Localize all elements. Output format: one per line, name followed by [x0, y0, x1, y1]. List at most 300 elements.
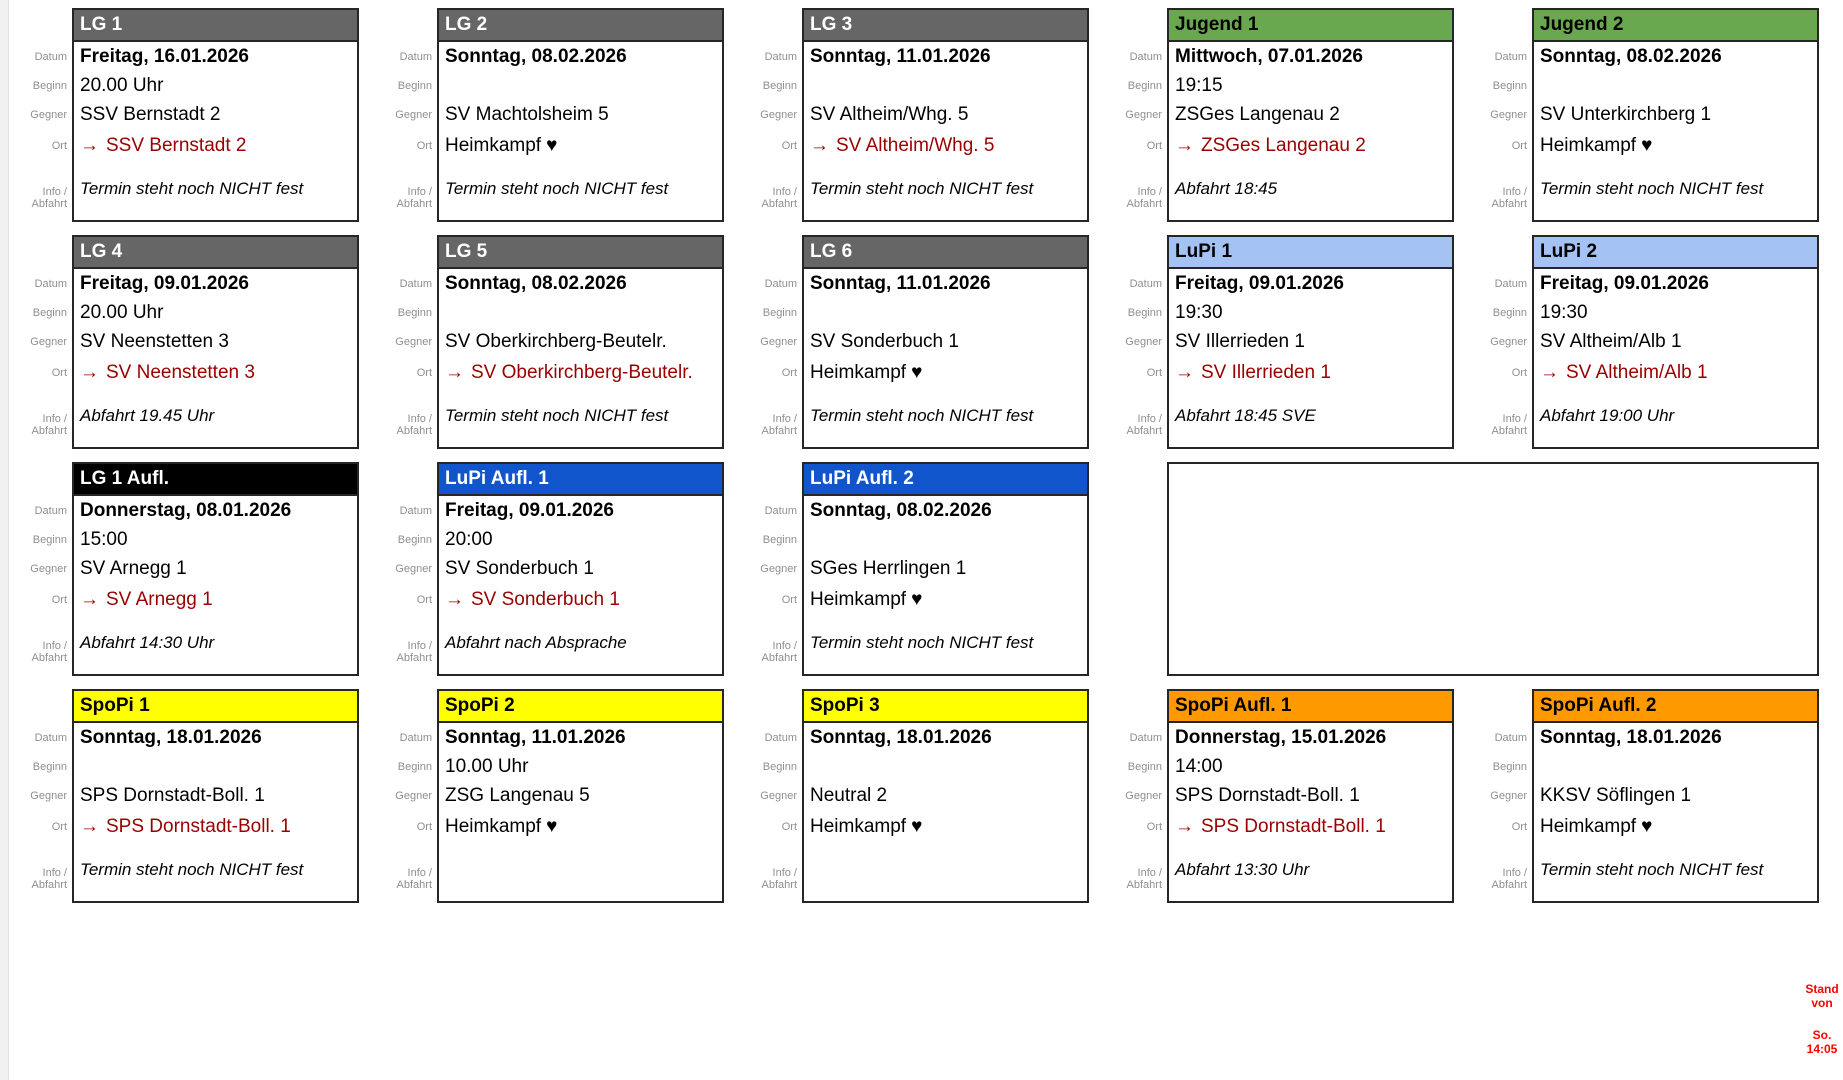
label-ort: Ort	[1511, 140, 1527, 152]
label-info-abfahrt: Info / Abfahrt	[396, 413, 432, 437]
date-value: Sonntag, 18.01.2026	[80, 727, 262, 748]
date-value: Sonntag, 11.01.2026	[810, 273, 991, 294]
ort-text: Heimkampf	[1540, 135, 1637, 156]
label-datum: Datum	[1494, 277, 1527, 290]
time-value	[804, 525, 1087, 554]
card-title: SpoPi Aufl. 2	[1534, 691, 1817, 723]
label-gegner: Gegner	[1125, 789, 1162, 802]
away-arrow-icon: →	[445, 362, 464, 383]
match-card-slot	[1105, 8, 1470, 222]
away-arrow-icon: →	[80, 589, 99, 610]
time-value: 20.00 Uhr	[80, 302, 164, 323]
match-card-slot	[375, 235, 740, 449]
info-value	[804, 856, 1087, 903]
opponent-value: SV Arnegg 1	[80, 558, 187, 579]
card-title: SpoPi Aufl. 1	[1169, 691, 1452, 723]
match-card-slot	[740, 689, 1105, 903]
date-value: Sonntag, 08.02.2026	[1540, 46, 1722, 67]
card-spacer	[1169, 844, 1452, 856]
label-ort: Ort	[416, 594, 432, 606]
opponent-value: Neutral 2	[810, 785, 888, 806]
ort-value	[439, 129, 722, 163]
match-card	[437, 462, 724, 676]
heart-icon: ♥	[911, 362, 923, 383]
card-title: LG 1	[74, 10, 357, 42]
empty-card-box	[1167, 462, 1819, 676]
ort-text: SV Neenstetten 3	[106, 362, 255, 383]
info-value: Termin steht noch NICHT fest	[80, 860, 304, 879]
label-ort: Ort	[781, 821, 797, 833]
ort-value[interactable]	[74, 583, 357, 617]
label-ort: Ort	[51, 140, 67, 152]
card-spacer	[1534, 163, 1817, 175]
ort-value	[1534, 129, 1817, 163]
away-arrow-icon: →	[1540, 362, 1559, 383]
opponent-value: SV Unterkirchberg 1	[1540, 104, 1712, 125]
info-value: Abfahrt nach Absprache	[445, 633, 627, 652]
time-value	[439, 71, 722, 100]
card-spacer	[439, 844, 722, 856]
ort-text: SPS Dornstadt-Boll. 1	[106, 816, 291, 837]
card-spacer	[804, 844, 1087, 856]
ort-value	[804, 356, 1087, 390]
label-beginn: Beginn	[1492, 760, 1527, 773]
label-info-abfahrt: Info / Abfahrt	[31, 186, 67, 210]
label-gegner: Gegner	[30, 562, 67, 575]
info-value: Termin steht noch NICHT fest	[1540, 179, 1764, 198]
match-card	[72, 235, 359, 449]
ort-value[interactable]	[439, 583, 722, 617]
ort-value[interactable]	[74, 356, 357, 390]
row-labels	[10, 689, 72, 903]
label-datum: Datum	[764, 731, 797, 744]
label-beginn: Beginn	[32, 760, 67, 773]
label-spacer	[740, 617, 802, 629]
time-value	[804, 298, 1087, 327]
card-spacer	[804, 617, 1087, 629]
time-value: 15:00	[80, 529, 128, 550]
ort-value[interactable]	[1169, 129, 1452, 163]
ort-value[interactable]	[74, 810, 357, 844]
heart-icon: ♥	[1641, 816, 1653, 837]
label-info-abfahrt: Info / Abfahrt	[31, 413, 67, 437]
label-beginn: Beginn	[397, 306, 432, 319]
label-info-abfahrt: Info / Abfahrt	[1491, 186, 1527, 210]
opponent-value: ZSGes Langenau 2	[1175, 104, 1340, 125]
ort-text: SV Arnegg 1	[106, 589, 213, 610]
label-beginn: Beginn	[1492, 306, 1527, 319]
card-title: LG 5	[439, 237, 722, 269]
label-spacer	[1470, 390, 1532, 402]
ort-text: ZSGes Langenau 2	[1201, 135, 1366, 156]
label-datum: Datum	[399, 277, 432, 290]
status-timestamp-note: Stand von So. 14:05	[1805, 982, 1839, 1056]
label-spacer	[10, 844, 72, 856]
label-gegner: Gegner	[30, 335, 67, 348]
label-ort: Ort	[416, 140, 432, 152]
label-spacer	[740, 390, 802, 402]
label-beginn: Beginn	[762, 533, 797, 546]
heart-icon: ♥	[911, 589, 923, 610]
label-info-abfahrt: Info / Abfahrt	[396, 640, 432, 664]
time-value: 19:15	[1175, 75, 1223, 96]
row-labels	[740, 235, 802, 449]
card-title: Jugend 2	[1534, 10, 1817, 42]
label-gegner: Gegner	[1490, 335, 1527, 348]
ort-value	[439, 810, 722, 844]
label-spacer	[1105, 163, 1167, 175]
label-datum: Datum	[1494, 50, 1527, 63]
ort-text: SV Illerrieden 1	[1201, 362, 1331, 383]
label-spacer	[375, 844, 437, 856]
card-title: LG 1 Aufl.	[74, 464, 357, 496]
label-datum: Datum	[34, 731, 67, 744]
card-title: LuPi 2	[1534, 237, 1817, 269]
schedule-row-2	[10, 235, 1835, 449]
date-value: Freitag, 09.01.2026	[445, 500, 614, 521]
opponent-value: SSV Bernstadt 2	[80, 104, 221, 125]
opponent-value: SV Machtolsheim 5	[445, 104, 609, 125]
match-card	[72, 462, 359, 676]
label-gegner: Gegner	[395, 335, 432, 348]
schedule-row-3	[10, 462, 1835, 676]
card-spacer	[439, 617, 722, 629]
date-value: Freitag, 09.01.2026	[1540, 273, 1709, 294]
match-card	[802, 462, 1089, 676]
date-value: Sonntag, 08.02.2026	[445, 46, 627, 67]
time-value: 14:00	[1175, 756, 1223, 777]
label-datum: Datum	[34, 50, 67, 63]
ort-text: SV Sonderbuch 1	[471, 589, 620, 610]
label-info-abfahrt: Info / Abfahrt	[761, 640, 797, 664]
card-title: SpoPi 1	[74, 691, 357, 723]
label-spacer	[740, 844, 802, 856]
away-arrow-icon: →	[80, 362, 99, 383]
match-card	[437, 235, 724, 449]
label-beginn: Beginn	[1127, 306, 1162, 319]
label-beginn: Beginn	[1492, 79, 1527, 92]
ort-value[interactable]	[439, 356, 722, 390]
date-value: Sonntag, 08.02.2026	[445, 273, 627, 294]
match-card-slot	[740, 235, 1105, 449]
ort-value[interactable]	[1169, 810, 1452, 844]
label-gegner: Gegner	[760, 789, 797, 802]
label-datum: Datum	[764, 50, 797, 63]
ort-text: Heimkampf	[810, 362, 907, 383]
card-title: Jugend 1	[1169, 10, 1452, 42]
time-value: 20:00	[445, 529, 493, 550]
match-card-slot	[375, 462, 740, 676]
row-labels	[375, 8, 437, 222]
ort-value	[1534, 810, 1817, 844]
card-spacer	[804, 390, 1087, 402]
label-ort: Ort	[1511, 821, 1527, 833]
away-arrow-icon: →	[80, 816, 99, 837]
opponent-value: SGes Herrlingen 1	[810, 558, 967, 579]
label-spacer	[740, 163, 802, 175]
match-card-slot	[1470, 235, 1835, 449]
label-spacer	[1105, 844, 1167, 856]
label-info-abfahrt: Info / Abfahrt	[761, 186, 797, 210]
time-value	[804, 71, 1087, 100]
row-labels	[375, 689, 437, 903]
row-labels	[10, 8, 72, 222]
ort-text: Heimkampf	[1540, 816, 1637, 837]
label-beginn: Beginn	[397, 79, 432, 92]
label-beginn: Beginn	[1127, 79, 1162, 92]
card-title: LuPi Aufl. 2	[804, 464, 1087, 496]
label-info-abfahrt: Info / Abfahrt	[396, 186, 432, 210]
time-value	[1534, 71, 1817, 100]
date-value: Freitag, 09.01.2026	[80, 273, 249, 294]
info-value: Abfahrt 18:45	[1175, 179, 1278, 198]
away-arrow-icon: →	[445, 589, 464, 610]
info-value: Termin steht noch NICHT fest	[445, 406, 669, 425]
match-card-slot	[740, 8, 1105, 222]
match-card-slot	[10, 235, 375, 449]
time-value	[439, 298, 722, 327]
card-title: LG 6	[804, 237, 1087, 269]
card-spacer	[1169, 390, 1452, 402]
label-ort: Ort	[416, 367, 432, 379]
label-gegner: Gegner	[760, 108, 797, 121]
label-spacer	[10, 390, 72, 402]
label-ort: Ort	[51, 594, 67, 606]
match-card	[437, 689, 724, 903]
match-card	[72, 689, 359, 903]
match-card-slot	[740, 462, 1105, 676]
row-labels	[1470, 689, 1532, 903]
label-gegner: Gegner	[760, 562, 797, 575]
time-value	[74, 752, 357, 781]
row-labels	[1470, 235, 1532, 449]
date-value: Sonntag, 11.01.2026	[445, 727, 626, 748]
match-card	[1167, 8, 1454, 222]
card-spacer	[439, 163, 722, 175]
card-spacer	[804, 163, 1087, 175]
info-value: Termin steht noch NICHT fest	[810, 179, 1034, 198]
ort-value[interactable]	[1169, 356, 1452, 390]
label-spacer	[10, 163, 72, 175]
label-gegner: Gegner	[30, 108, 67, 121]
away-arrow-icon: →	[1175, 362, 1194, 383]
card-spacer	[74, 844, 357, 856]
match-card-slot	[10, 8, 375, 222]
label-datum: Datum	[1129, 50, 1162, 63]
label-ort: Ort	[51, 367, 67, 379]
label-ort: Ort	[1146, 140, 1162, 152]
match-card	[802, 689, 1089, 903]
label-datum: Datum	[764, 277, 797, 290]
away-arrow-icon: →	[1175, 816, 1194, 837]
date-value: Sonntag, 18.01.2026	[810, 727, 992, 748]
match-card-slot	[375, 689, 740, 903]
date-value: Freitag, 09.01.2026	[1175, 273, 1344, 294]
label-beginn: Beginn	[1127, 760, 1162, 773]
opponent-value: ZSG Langenau 5	[445, 785, 590, 806]
match-card	[1167, 235, 1454, 449]
label-ort: Ort	[1511, 367, 1527, 379]
label-ort: Ort	[781, 594, 797, 606]
label-datum: Datum	[399, 731, 432, 744]
info-value: Termin steht noch NICHT fest	[1540, 860, 1764, 879]
label-ort: Ort	[51, 821, 67, 833]
label-gegner: Gegner	[30, 789, 67, 802]
label-datum: Datum	[1129, 277, 1162, 290]
label-ort: Ort	[1146, 821, 1162, 833]
label-beginn: Beginn	[762, 760, 797, 773]
label-spacer	[375, 617, 437, 629]
time-value: 20.00 Uhr	[80, 75, 164, 96]
card-spacer	[74, 390, 357, 402]
match-card	[437, 8, 724, 222]
match-card	[1167, 689, 1454, 903]
ort-text: Heimkampf	[810, 589, 907, 610]
label-datum: Datum	[399, 50, 432, 63]
date-value: Freitag, 16.01.2026	[80, 46, 249, 67]
opponent-value: KKSV Söflingen 1	[1540, 785, 1692, 806]
match-card-slot	[1470, 8, 1835, 222]
label-beginn: Beginn	[32, 533, 67, 546]
match-card	[1532, 235, 1819, 449]
away-arrow-icon: →	[1175, 135, 1194, 156]
label-beginn: Beginn	[762, 306, 797, 319]
label-info-abfahrt: Info / Abfahrt	[31, 867, 67, 891]
label-ort: Ort	[781, 140, 797, 152]
label-info-abfahrt: Info / Abfahrt	[1126, 413, 1162, 437]
ort-text: SV Altheim/Whg. 5	[836, 135, 995, 156]
row-labels	[1105, 689, 1167, 903]
card-spacer	[74, 163, 357, 175]
label-spacer	[1470, 163, 1532, 175]
date-value: Mittwoch, 07.01.2026	[1175, 46, 1363, 67]
match-card-slot	[1470, 689, 1835, 903]
label-info-abfahrt: Info / Abfahrt	[31, 640, 67, 664]
ort-text: Heimkampf	[810, 816, 907, 837]
row-labels	[1470, 8, 1532, 222]
ort-value[interactable]	[1534, 356, 1817, 390]
info-value: Termin steht noch NICHT fest	[810, 633, 1034, 652]
time-value: 19:30	[1175, 302, 1223, 323]
info-value: Abfahrt 13:30 Uhr	[1175, 860, 1310, 879]
match-card-slot	[1105, 689, 1470, 903]
label-spacer	[1470, 844, 1532, 856]
match-card	[1532, 8, 1819, 222]
opponent-value: SPS Dornstadt-Boll. 1	[1175, 785, 1360, 806]
info-value: Termin steht noch NICHT fest	[445, 179, 669, 198]
info-value: Abfahrt 14:30 Uhr	[80, 633, 215, 652]
label-datum: Datum	[34, 277, 67, 290]
heart-icon: ♥	[1641, 135, 1653, 156]
label-info-abfahrt: Info / Abfahrt	[1126, 867, 1162, 891]
date-value: Donnerstag, 08.01.2026	[80, 500, 292, 521]
label-info-abfahrt: Info / Abfahrt	[396, 867, 432, 891]
label-info-abfahrt: Info / Abfahrt	[761, 413, 797, 437]
card-title: LG 2	[439, 10, 722, 42]
label-beginn: Beginn	[32, 306, 67, 319]
row-labels	[740, 462, 802, 676]
label-ort: Ort	[416, 821, 432, 833]
opponent-value: SV Altheim/Alb 1	[1540, 331, 1682, 352]
label-beginn: Beginn	[762, 79, 797, 92]
label-ort: Ort	[1146, 367, 1162, 379]
label-datum: Datum	[34, 504, 67, 517]
schedule-row-1	[10, 8, 1835, 222]
opponent-value: SV Illerrieden 1	[1175, 331, 1305, 352]
card-spacer	[439, 390, 722, 402]
label-gegner: Gegner	[1490, 789, 1527, 802]
ort-text: SSV Bernstadt 2	[106, 135, 247, 156]
ort-value[interactable]	[804, 129, 1087, 163]
info-value	[439, 856, 722, 903]
label-gegner: Gegner	[395, 562, 432, 575]
match-card	[1532, 689, 1819, 903]
label-gegner: Gegner	[760, 335, 797, 348]
card-title: SpoPi 3	[804, 691, 1087, 723]
ort-text: SPS Dornstadt-Boll. 1	[1201, 816, 1386, 837]
time-value: 19:30	[1540, 302, 1588, 323]
label-beginn: Beginn	[397, 760, 432, 773]
card-spacer	[1534, 844, 1817, 856]
label-datum: Datum	[764, 504, 797, 517]
info-value: Termin steht noch NICHT fest	[810, 406, 1034, 425]
label-info-abfahrt: Info / Abfahrt	[1126, 186, 1162, 210]
match-card	[72, 8, 359, 222]
opponent-value: SV Neenstetten 3	[80, 331, 229, 352]
label-spacer	[375, 163, 437, 175]
left-scroll-strip[interactable]	[0, 0, 9, 1080]
empty-slot-span	[1105, 462, 1835, 676]
row-labels	[375, 235, 437, 449]
match-card-slot	[10, 462, 375, 676]
match-card	[802, 8, 1089, 222]
card-title: SpoPi 2	[439, 691, 722, 723]
row-labels	[10, 235, 72, 449]
label-gegner: Gegner	[1125, 108, 1162, 121]
opponent-value: SV Altheim/Whg. 5	[810, 104, 969, 125]
time-value	[1534, 752, 1817, 781]
row-labels	[740, 689, 802, 903]
match-card	[802, 235, 1089, 449]
label-datum: Datum	[1494, 731, 1527, 744]
row-labels	[10, 462, 72, 676]
label-info-abfahrt: Info / Abfahrt	[1491, 867, 1527, 891]
card-spacer	[1534, 390, 1817, 402]
ort-text: SV Altheim/Alb 1	[1566, 362, 1708, 383]
match-card-slot	[1105, 235, 1470, 449]
ort-value	[804, 583, 1087, 617]
schedule-board	[10, 8, 1835, 916]
schedule-row-4	[10, 689, 1835, 903]
info-value: Abfahrt 19:00 Uhr	[1540, 406, 1675, 425]
label-gegner: Gegner	[395, 789, 432, 802]
card-spacer	[74, 617, 357, 629]
ort-value	[804, 810, 1087, 844]
ort-value[interactable]	[74, 129, 357, 163]
away-arrow-icon: →	[810, 135, 829, 156]
away-arrow-icon: →	[80, 135, 99, 156]
ort-text: Heimkampf	[445, 816, 542, 837]
label-gegner: Gegner	[1490, 108, 1527, 121]
label-gegner: Gegner	[395, 108, 432, 121]
card-spacer	[1169, 163, 1452, 175]
info-value: Abfahrt 19.45 Uhr	[80, 406, 215, 425]
opponent-value: SV Sonderbuch 1	[810, 331, 959, 352]
row-labels	[1105, 235, 1167, 449]
info-value: Termin steht noch NICHT fest	[80, 179, 304, 198]
label-datum: Datum	[1129, 731, 1162, 744]
label-spacer	[10, 617, 72, 629]
